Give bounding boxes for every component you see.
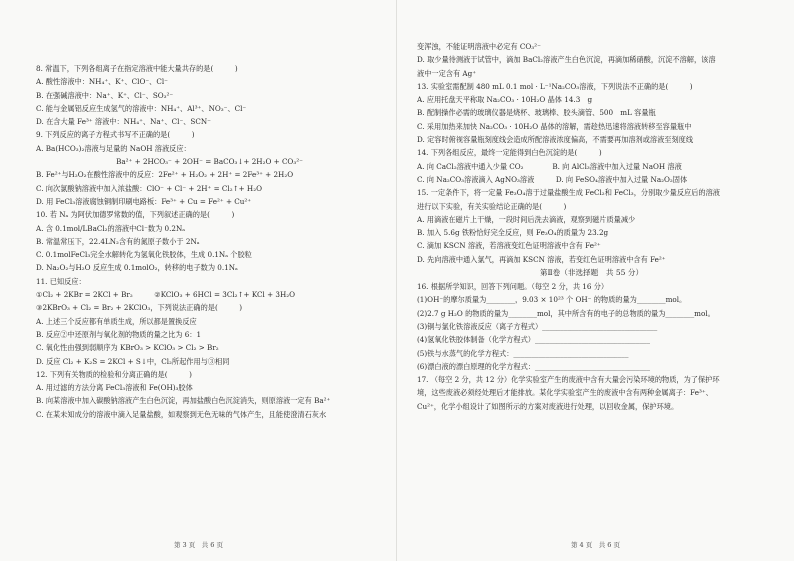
q12-option-c: C. 在某未知成分的溶液中滴入足量盐酸，如观察到无色无味的气体产生，且能使澄清石灰水 — [36, 409, 327, 419]
q8-option-b: B. 在强碱溶液中：Na⁺、K⁺、Cl⁻、SO₃²⁻ — [36, 90, 174, 100]
q16-stem: 16. 根据所学知识，回答下列问题。（每空 2 分，共 16 分） — [417, 282, 609, 292]
q17-stem: 17. （每空 2 分，共 12 分）化学实验室产生的废液中含有大量会污染环境的物质，为了保护环 — [417, 375, 720, 385]
q14-options-cd: C. 向 Na₂CO₃溶液滴入 AgNO₃溶液 D. 向 FeSO₄溶液中加入过量 Na₂O₂固体 — [417, 174, 688, 184]
q16-part-3: (3)铜与氯化铁溶液反应（离子方程式）________________________________ — [417, 321, 658, 331]
q14-stem: 14. 下列各组反应，最终一定能得到白色沉淀的是( ) — [417, 148, 602, 158]
q9-option-a-equation: Ba²⁺ + 2HCO₃⁻ + 2OH⁻ = BaCO₃↓+ 2H₂O + CO₃²⁻ — [116, 157, 303, 167]
q9-option-b: B. Fe²⁺与H₂O₂在酸性溶液中的反应：2Fe²⁺ + H₂O₂ + 2H⁺ = 2Fe³⁺ + 2H₂O — [36, 170, 294, 180]
q16-part-2: (2)2.7 g H₂O 的物质的量为________mol，其中所含有的电子的总物质的量为________mol。 — [417, 308, 715, 318]
right-page — [397, 0, 794, 561]
q16-part-5: (5)铁与水蒸气的化学方程式：________________________________ — [417, 348, 629, 358]
q15-stem-cont: 进行以下实验，有关实验结论正确的是( ) — [417, 201, 567, 211]
q11-option-c: C. 氧化性由强到弱顺序为 KBrO₃ > KClO₃ > Cl₂ > Br₂ — [36, 343, 219, 353]
q13-option-d: D. 定容时俯视容量瓶刻度线会造成所配溶液浓度偏高，不需要再加溶剂或溶液至刻度线 — [417, 135, 694, 145]
q11-option-d: D. 反应 Cl₂ + K₂S = 2KCl + S↓中，Cl₂所起作用与③相同 — [36, 356, 230, 366]
q13-stem: 13. 实验室需配制 480 mL 0.1 mol · L⁻¹Na₂CO₃溶液，下列说法不正确的是( ) — [417, 81, 693, 91]
right-page-footer: 第 4 页 共 6 页 — [570, 541, 621, 549]
q12-stem: 12. 下列有关物质的检验和分离正确的是( ) — [36, 369, 192, 379]
q16-part-1: (1)OH⁻的摩尔质量为________，9.03 × 10²³ 个 OH⁻ 的物质的量为________mol。 — [417, 295, 687, 305]
q17-stem-cont-2: Cu²⁺，化学小组设计了如图所示的方案对废液进行处理，以回收金属，保护环境。 — [417, 401, 679, 411]
q16-part-6: (6)漂白液的漂白原理的化学方程式：________________________________ — [417, 361, 650, 371]
q11-option-b: B. 反应②中还原剂与氧化剂的物质的量之比为 6：1 — [36, 329, 202, 339]
left-page-footer: 第 3 页 共 6 页 — [173, 541, 224, 549]
q10-option-d: D. Na₂O₂与H₂O 反应生成 0.1molO₂，转移的电子数为 0.1Nₐ — [36, 263, 238, 273]
q12-option-a: A. 用过滤的方法分离 FeCl₃溶液和 Fe(OH)₃胶体 — [36, 383, 193, 393]
q12-option-d-cont: 液中一定含有 Ag⁺ — [417, 68, 476, 78]
q8-option-c: C. 能与金属铝反应生成氢气的溶液中：NH₄⁺、Al³⁺、NO₃⁻、Cl⁻ — [36, 103, 247, 113]
q12-option-d: D. 取少量待测液于试管中，滴加 BaCl₂溶液产生白色沉淀，再滴加稀硝酸，沉淀不溶解，该溶 — [417, 55, 716, 65]
q9-stem: 9. 下列反应的离子方程式书写不正确的是( ) — [36, 130, 195, 140]
q13-option-a: A. 应用托盘天平称取 Na₂CO₃ · 10H₂O 晶体 14.3 g — [417, 95, 593, 105]
q8-option-d: D. 在含大量 Fe³⁺ 溶液中：NH₄⁺、Na⁺、Cl⁻、SCN⁻ — [36, 117, 211, 127]
q15-option-c: C. 滴加 KSCN 溶液，若溶液变红色证明溶液中含有 Fe²⁺ — [417, 241, 601, 251]
q8-stem: 8. 常温下，下列各组离子在指定溶液中能大量共存的是( ) — [36, 64, 238, 73]
q15-stem: 15. 一定条件下，将一定量 Fe₃O₄溶于过量盐酸生成 FeCl₂和 FeCl₃，分别取少量反应后的溶液 — [417, 188, 720, 198]
q9-option-a: A. Ba(HCO₃)₂溶液与足量的 NaOH 溶液反应： — [36, 143, 191, 153]
q15-option-a: A. 用滴液在磁片上干燥，一段时间后洗去滴液，观察到磁片质量减少 — [417, 214, 636, 224]
q10-option-b: B. 常温常压下，22.4LN₂含有的氮原子数小于 2Nₐ — [36, 236, 200, 246]
q14-options-ab: A. 向 CaCl₂溶液中通入少量 CO₂ B. 向 AlCl₃溶液中加入过量 NaOH 溶液 — [417, 161, 682, 171]
q10-stem: 10. 若 Nₐ 为阿伏加德罗常数的值，下列叙述正确的是( ) — [36, 210, 235, 220]
q11-reaction-3: ③2KBrO₃ + Cl₂ = Br₂ + 2KClO₃，下列说法正确的是( ) — [36, 303, 243, 313]
q11-reactions: ①Cl₂ + 2KBr = 2KCl + Br₂ ②KClO₃ + 6HCl = 3Cl₂↑+ KCl + 3H₂O — [36, 290, 296, 300]
q16-part-4: (4)氢氧化铁胶体制备（化学方程式）________________________________ — [417, 335, 650, 345]
q13-option-b: B. 配制操作必需的玻璃仪器是烧杯、玻璃棒、胶头滴管、500 mL 容量瓶 — [417, 108, 656, 118]
q10-option-a: A. 含 0.1mol/LBaCl₂的溶液中Cl⁻数为 0.2Nₐ — [36, 223, 186, 233]
q12-option-b: B. 向某溶液中加入碳酸钠溶液产生白色沉淀，再加盐酸白色沉淀消失，则原溶液一定有 Ba²⁺ — [36, 396, 331, 406]
section-ii-title: 第Ⅱ卷（非选择题 共 55 分） — [539, 268, 644, 278]
q15-option-b: B. 加入 5.6g 铁粉恰好完全反应，则 Fe₃O₄的质量为 23.2g — [417, 228, 609, 238]
q10-option-c: C. 0.1molFeCl₃完全水解转化为氢氧化铁胶体，生成 0.1Nₐ 个胶粒 — [36, 250, 252, 260]
q12-option-c-cont: 变浑浊，不能证明溶液中必定有 CO₃²⁻ — [417, 42, 541, 51]
q11-option-a: A. 上述三个反应都有单质生成，所以都是置换反应 — [36, 316, 197, 326]
q9-option-c: C. 向次氯酸钠溶液中加入浓盐酸：ClO⁻ + Cl⁻ + 2H⁺ = Cl₂↑+ H₂O — [36, 183, 262, 193]
q9-option-d: D. 用 FeCl₃溶液腐蚀铜制印刷电路板：Fe³⁺ + Cu = Fe²⁺ + Cu²⁺ — [36, 196, 252, 206]
q8-option-a: A. 酸性溶液中：NH₄⁺、K⁺、ClO⁻、Cl⁻ — [36, 77, 168, 87]
q13-option-c: C. 采用加热来加快 Na₂CO₃ · 10H₂O 晶体的溶解，需趁热迅速将溶液转移至容量瓶中 — [417, 121, 692, 131]
q15-option-d: D. 先向溶液中通入氯气，再滴加 KSCN 溶液，若变红色证明溶液中含有 Fe²⁺ — [417, 254, 666, 264]
q17-stem-cont-1: 境，这些废液必须经处理后才能排放。某化学实验室产生的废液中含有两种金属离子：Fe³⁺、 — [417, 388, 713, 398]
q11-stem: 11. 已知反应： — [36, 276, 86, 286]
